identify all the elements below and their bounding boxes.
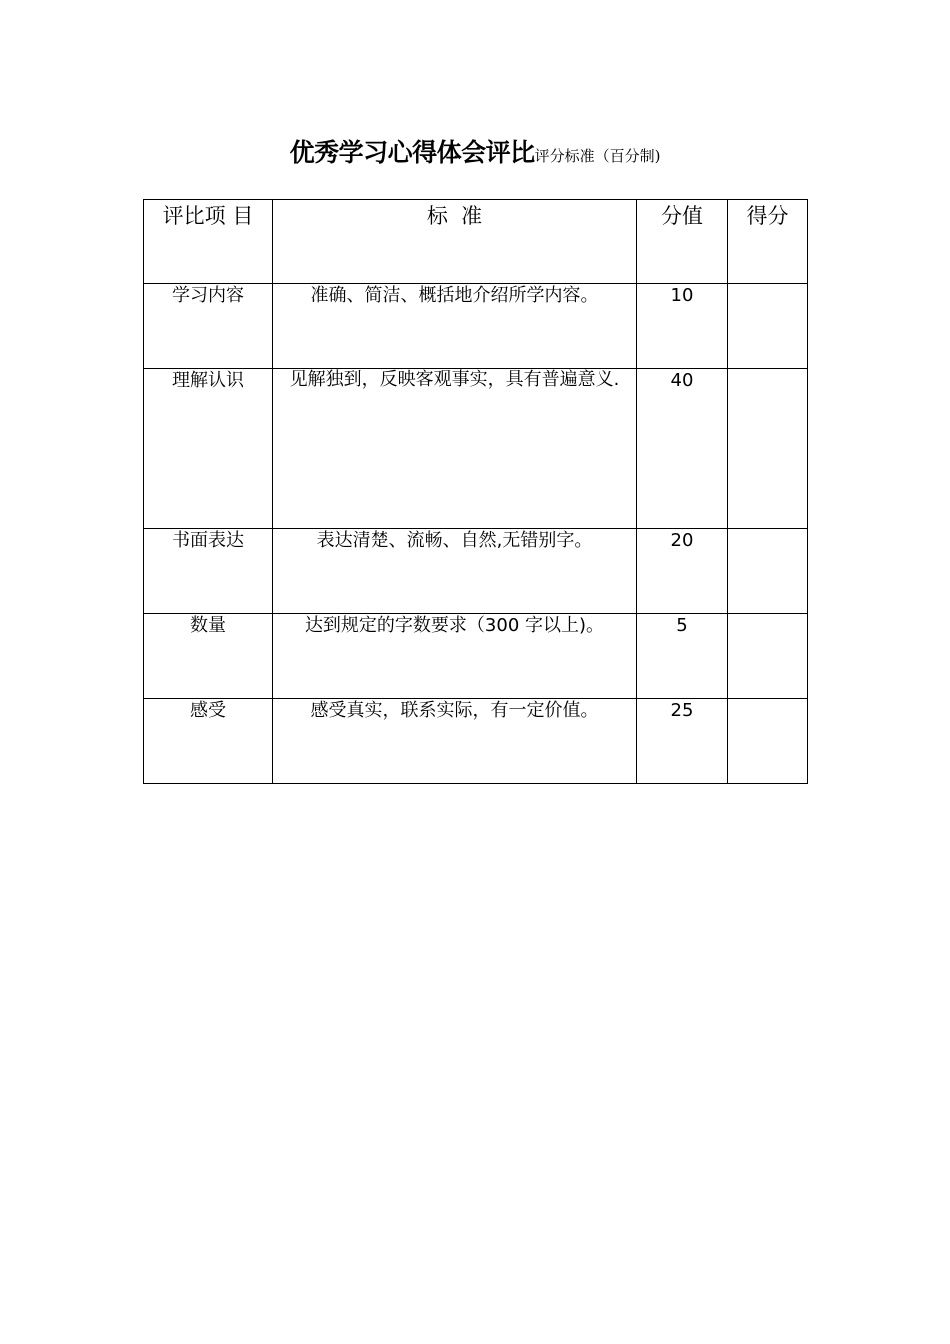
- table-row: [144, 614, 808, 699]
- row-item: 理解认识: [144, 369, 273, 529]
- row-points: 20: [637, 529, 728, 614]
- row-score[interactable]: [728, 529, 808, 614]
- table-row: [144, 369, 808, 529]
- table-row: [144, 699, 808, 784]
- page-title: [0, 133, 950, 169]
- row-item: 感受: [144, 699, 273, 784]
- title-subtitle: 评分标准（百分制): [534, 147, 661, 165]
- header-criteria: 标 准: [273, 200, 637, 284]
- header-score: 得分: [728, 200, 808, 284]
- row-item: 学习内容: [144, 284, 273, 369]
- row-criteria-text: 感受真实，联系实际，有一定价值。: [310, 700, 599, 721]
- row-points: 5: [637, 614, 728, 699]
- row-score[interactable]: [728, 614, 808, 699]
- row-criteria-text: 达到规定的字数要求（300 字以上)。: [304, 615, 605, 636]
- table-row: [144, 529, 808, 614]
- row-points: 10: [637, 284, 728, 369]
- row-points: 25: [637, 699, 728, 784]
- title-main: 优秀学习心得体会评比: [289, 138, 535, 167]
- header-points: 分值: [637, 200, 728, 284]
- table-header-row: [144, 200, 808, 284]
- row-points: 40: [637, 369, 728, 529]
- row-criteria: [273, 369, 637, 529]
- row-criteria-text: 准确、简洁、概括地介绍所学内容。: [310, 285, 599, 306]
- row-criteria: [273, 614, 637, 699]
- row-item: 数量: [144, 614, 273, 699]
- row-score[interactable]: [728, 369, 808, 529]
- row-criteria-text: 见解独到，反映客观事实，具有普遍意义.: [289, 369, 620, 390]
- row-criteria-text: 表达清楚、流畅、自然,无错别字。: [316, 530, 593, 551]
- row-criteria: [273, 529, 637, 614]
- header-item: 评比项 目: [144, 200, 273, 284]
- row-score[interactable]: [728, 699, 808, 784]
- row-item: 书面表达: [144, 529, 273, 614]
- row-score[interactable]: [728, 284, 808, 369]
- row-criteria: [273, 699, 637, 784]
- scoring-table: [143, 199, 808, 784]
